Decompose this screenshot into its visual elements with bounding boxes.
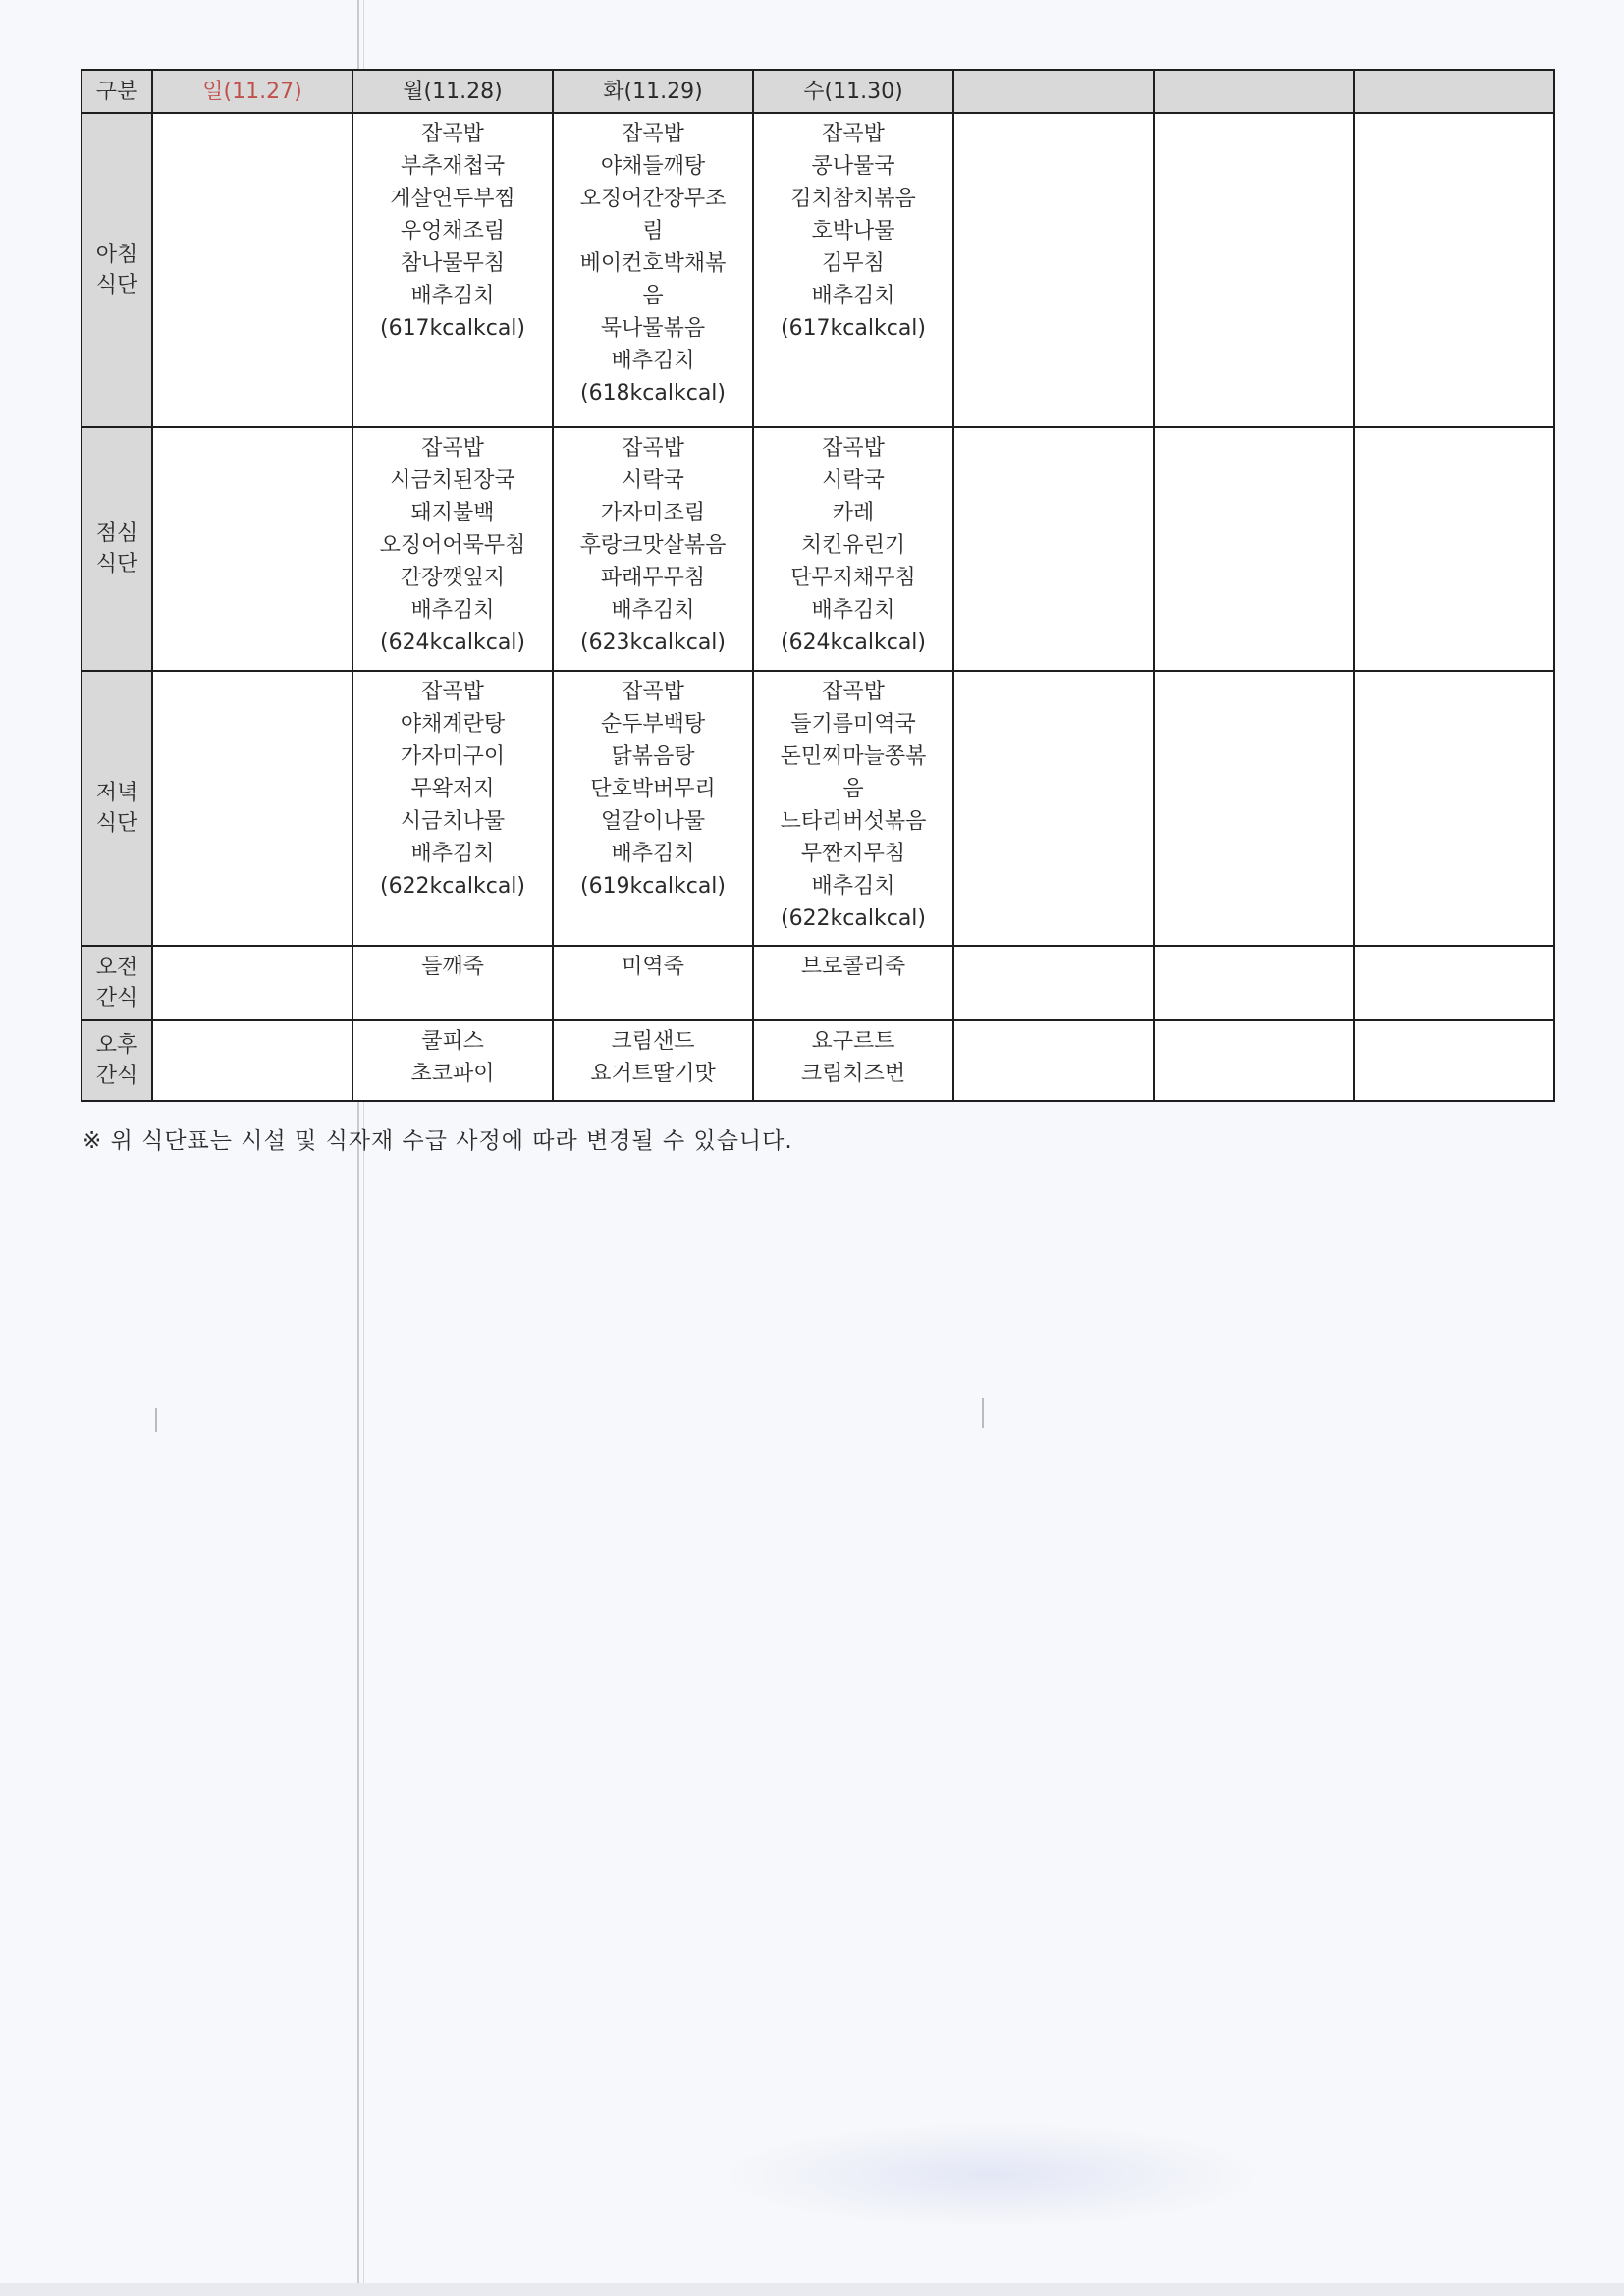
menu-cell xyxy=(953,113,1154,427)
menu-cell xyxy=(953,671,1154,946)
menu-item: (624kcalkcal) xyxy=(780,630,927,655)
scan-mark xyxy=(982,1398,984,1428)
menu-items xyxy=(1355,428,1553,432)
meal-label-line: 간식 xyxy=(95,1064,138,1088)
menu-items xyxy=(1155,1021,1353,1025)
meal-label-line: 식단 xyxy=(95,552,138,576)
menu-cell xyxy=(753,946,953,1020)
menu-cell xyxy=(152,946,352,1020)
menu-item: 잡곡밥 xyxy=(421,122,484,146)
menu-cell xyxy=(553,427,753,671)
menu-item: 닭볶음탕 xyxy=(611,744,695,769)
menu-cell xyxy=(1354,113,1554,427)
menu-item: 게살연두부찜 xyxy=(390,187,515,211)
menu-cell xyxy=(553,1020,753,1101)
menu-item: 야채계란탕 xyxy=(400,712,506,737)
scan-mark xyxy=(155,1408,157,1432)
meal-label-line: 점심 xyxy=(95,521,138,546)
header-row xyxy=(81,70,1554,113)
menu-items xyxy=(954,428,1153,432)
menu-item: 간장깻잎지 xyxy=(400,566,506,590)
menu-item: 치킨유린기 xyxy=(800,533,906,558)
menu-item: 우엉채조림 xyxy=(400,219,506,244)
menu-item: 느타리버섯볶음 xyxy=(780,809,927,834)
menu-item: 배추김치 xyxy=(811,874,895,899)
menu-items xyxy=(353,1021,552,1090)
meal-label-line: 간식 xyxy=(95,986,138,1011)
footnote: ※ 위 식단표는 시설 및 식자재 수급 사정에 따라 변경될 수 있습니다. xyxy=(82,1128,793,1154)
menu-item: 배추김치 xyxy=(410,284,495,308)
menu-cell xyxy=(1154,427,1354,671)
menu-item: 참나물무침 xyxy=(400,251,506,276)
menu-items xyxy=(153,428,352,432)
menu-items xyxy=(353,672,552,902)
menu-item: 잡곡밥 xyxy=(421,680,484,704)
menu-cell xyxy=(1354,1020,1554,1101)
menu-item: 김무침 xyxy=(822,251,885,276)
day-header-wednesday: 수(11.30) xyxy=(753,70,953,113)
meal-label-line: 오전 xyxy=(95,956,138,980)
menu-cell xyxy=(753,1020,953,1101)
day-header-sunday: 일(11.27) xyxy=(152,70,352,113)
menu-item: 잡곡밥 xyxy=(822,680,885,704)
menu-items xyxy=(1355,672,1553,676)
lunch-row xyxy=(81,427,1554,671)
menu-items xyxy=(153,114,352,118)
dinner-row xyxy=(81,671,1554,946)
menu-items xyxy=(153,947,352,951)
menu-item: 배추김치 xyxy=(410,598,495,623)
menu-cell xyxy=(553,946,753,1020)
menu-items xyxy=(954,672,1153,676)
menu-cell xyxy=(152,671,352,946)
menu-items xyxy=(754,947,952,983)
menu-item: (624kcalkcal) xyxy=(379,630,526,655)
menu-items xyxy=(1355,1021,1553,1025)
menu-items xyxy=(1355,114,1553,118)
menu-cell xyxy=(352,946,553,1020)
meal-label xyxy=(81,427,152,671)
menu-item: 시금치나물 xyxy=(400,809,506,834)
meal-label xyxy=(81,1020,152,1101)
menu-item: 크림치즈번 xyxy=(800,1062,906,1086)
menu-item: 쿨피스 xyxy=(421,1029,484,1054)
menu-item: 들기름미역국 xyxy=(790,712,916,737)
menu-item: 배추김치 xyxy=(611,349,695,373)
menu-cell xyxy=(152,427,352,671)
menu-item: 묵나물볶음 xyxy=(600,316,706,341)
menu-item: (623kcalkcal) xyxy=(579,630,727,655)
scan-smudge xyxy=(717,2121,1267,2229)
menu-items xyxy=(353,947,552,983)
day-header-blank xyxy=(1354,70,1554,113)
afternoon-snack-row xyxy=(81,1020,1554,1101)
menu-cell xyxy=(352,113,553,427)
menu-items xyxy=(1155,672,1353,676)
menu-item: 김치참치볶음 xyxy=(790,187,916,211)
menu-item: 얼갈이나물 xyxy=(600,809,706,834)
menu-items xyxy=(1155,947,1353,951)
menu-item: 호박나물 xyxy=(811,219,895,244)
menu-item: 잡곡밥 xyxy=(622,680,684,704)
menu-cell xyxy=(753,671,953,946)
menu-item: (617kcalkcal) xyxy=(780,316,927,341)
menu-item: 음 xyxy=(642,284,664,308)
menu-items xyxy=(353,428,552,659)
menu-items xyxy=(954,947,1153,951)
menu-cell xyxy=(352,427,553,671)
menu-item: 배추김치 xyxy=(611,598,695,623)
menu-item: 파래무무침 xyxy=(600,566,706,590)
menu-item: 브로콜리죽 xyxy=(800,955,906,979)
menu-cell xyxy=(753,113,953,427)
menu-items xyxy=(754,114,952,345)
menu-item: 시금치된장국 xyxy=(390,468,515,493)
menu-items xyxy=(754,1021,952,1090)
menu-cell xyxy=(1354,427,1554,671)
menu-cell xyxy=(953,946,1154,1020)
menu-item: 림 xyxy=(642,219,664,244)
menu-items xyxy=(954,1021,1153,1025)
menu-item: 오징어어묵무침 xyxy=(379,533,526,558)
menu-cell xyxy=(152,1020,352,1101)
menu-item: 잡곡밥 xyxy=(421,436,484,461)
menu-item: (619kcalkcal) xyxy=(579,874,727,899)
menu-cell xyxy=(1354,946,1554,1020)
menu-item: 음 xyxy=(842,777,864,801)
meal-label xyxy=(81,113,152,427)
menu-item: 배추김치 xyxy=(811,284,895,308)
menu-item: 시락국 xyxy=(822,468,885,493)
menu-item: (618kcalkcal) xyxy=(579,381,727,406)
menu-cell xyxy=(1154,671,1354,946)
meal-label-line: 아침 xyxy=(95,243,138,267)
menu-item: 초코파이 xyxy=(410,1062,495,1086)
menu-item: 무왁저지 xyxy=(410,777,495,801)
menu-cell xyxy=(553,113,753,427)
menu-items xyxy=(353,114,552,345)
menu-items xyxy=(554,428,752,659)
day-header-blank xyxy=(1154,70,1354,113)
menu-item: (617kcalkcal) xyxy=(379,316,526,341)
menu-items xyxy=(954,114,1153,118)
menu-item: 후랑크맛살볶음 xyxy=(579,533,727,558)
breakfast-row xyxy=(81,113,1554,427)
meal-label-line: 오후 xyxy=(95,1033,138,1058)
page-edge xyxy=(0,2283,1624,2296)
menu-item: 부추재첩국 xyxy=(400,154,506,179)
menu-items xyxy=(1355,947,1553,951)
category-header: 구분 xyxy=(81,70,152,113)
menu-cell xyxy=(553,671,753,946)
menu-items xyxy=(754,672,952,935)
menu-item: 미역죽 xyxy=(622,955,684,979)
menu-item: 카레 xyxy=(832,501,875,525)
menu-item: 잡곡밥 xyxy=(622,122,684,146)
menu-cell xyxy=(1154,946,1354,1020)
menu-item: 들깨죽 xyxy=(421,955,484,979)
menu-item: 단무지채무침 xyxy=(790,566,916,590)
menu-items xyxy=(153,672,352,676)
menu-cell xyxy=(953,427,1154,671)
menu-cell xyxy=(753,427,953,671)
menu-items xyxy=(1155,114,1353,118)
menu-item: (622kcalkcal) xyxy=(780,906,927,931)
menu-item: 순두부백탕 xyxy=(600,712,706,737)
meal-label-line: 식단 xyxy=(95,273,138,298)
menu-items xyxy=(554,114,752,410)
menu-items xyxy=(1155,428,1353,432)
menu-items xyxy=(554,672,752,902)
meal-label-line: 저녁 xyxy=(95,781,138,805)
day-header-tuesday: 화(11.29) xyxy=(553,70,753,113)
menu-item: 잡곡밥 xyxy=(822,122,885,146)
menu-cell xyxy=(352,1020,553,1101)
meal-label xyxy=(81,946,152,1020)
menu-item: 잡곡밥 xyxy=(822,436,885,461)
menu-item: 요거트딸기맛 xyxy=(590,1062,716,1086)
menu-cell xyxy=(152,113,352,427)
menu-item: 요구르트 xyxy=(811,1029,895,1054)
menu-cell xyxy=(1354,671,1554,946)
menu-items xyxy=(554,1021,752,1090)
day-header-blank xyxy=(953,70,1154,113)
menu-item: 콩나물국 xyxy=(811,154,895,179)
morning-snack-row xyxy=(81,946,1554,1020)
menu-item: 야채들깨탕 xyxy=(600,154,706,179)
meal-label-line: 식단 xyxy=(95,811,138,836)
menu-item: 가자미구이 xyxy=(400,744,506,769)
meal-label xyxy=(81,671,152,946)
menu-cell xyxy=(1154,113,1354,427)
menu-item: 돼지불백 xyxy=(410,501,495,525)
menu-item: 크림샌드 xyxy=(611,1029,695,1054)
menu-item: 배추김치 xyxy=(811,598,895,623)
menu-item: 베이컨호박채볶 xyxy=(579,251,727,276)
menu-cell xyxy=(1154,1020,1354,1101)
menu-item: 시락국 xyxy=(622,468,684,493)
menu-items xyxy=(754,428,952,659)
menu-item: 돈민찌마늘쫑볶 xyxy=(780,744,927,769)
menu-item: 무짠지무침 xyxy=(800,842,906,866)
meal-plan-table xyxy=(81,69,1555,1102)
menu-items xyxy=(153,1021,352,1025)
day-header-monday: 월(11.28) xyxy=(352,70,553,113)
menu-item: 배추김치 xyxy=(611,842,695,866)
menu-cell xyxy=(953,1020,1154,1101)
menu-item: 단호박버무리 xyxy=(590,777,716,801)
menu-item: 가자미조림 xyxy=(600,501,706,525)
menu-cell xyxy=(352,671,553,946)
menu-item: (622kcalkcal) xyxy=(379,874,526,899)
menu-items xyxy=(554,947,752,983)
menu-item: 배추김치 xyxy=(410,842,495,866)
menu-item: 오징어간장무조 xyxy=(579,187,727,211)
menu-item: 잡곡밥 xyxy=(622,436,684,461)
